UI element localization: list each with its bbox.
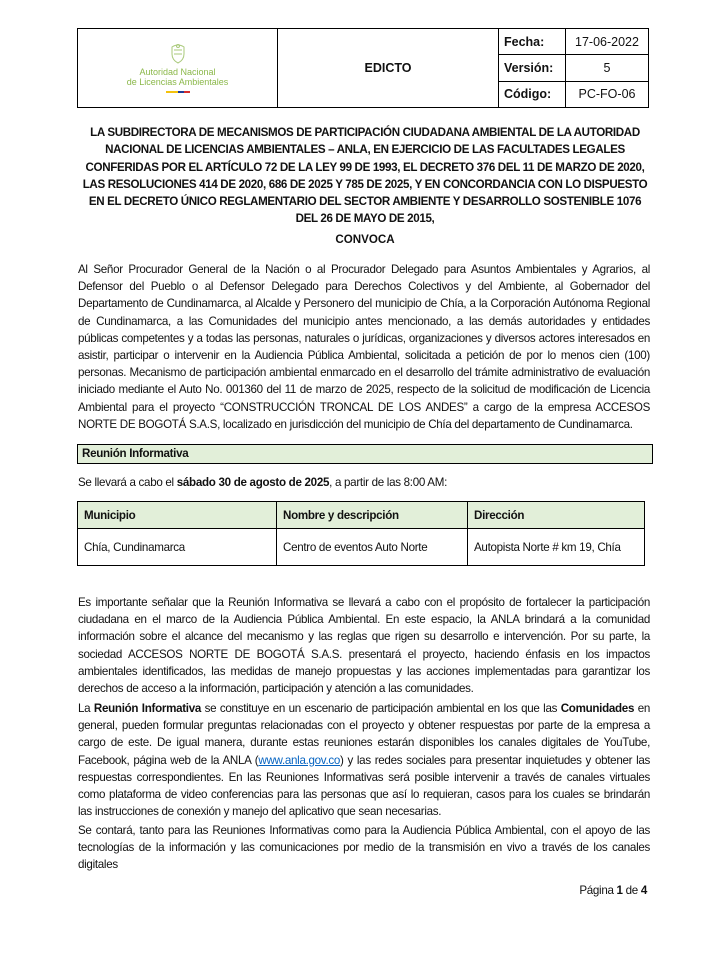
logo-text — [127, 67, 229, 87]
text: se constituye en un escenario de participación ambiental en los que las — [201, 702, 561, 715]
cell-nombre: Centro de eventos Auto Norte — [277, 529, 468, 566]
meta-row-fecha — [499, 29, 648, 55]
cell-municipio: Chía, Cundinamarca — [78, 529, 277, 566]
text: La — [78, 702, 94, 715]
table-row — [78, 529, 645, 566]
document-header-table — [77, 28, 649, 108]
logo-line-2: de Licencias Ambientales — [126, 77, 229, 87]
schedule-prefix: Se llevará a cabo el — [78, 476, 177, 489]
intro-paragraph: Al Señor Procurador General de la Nación o al Procurador Delegado para Asuntos Ambientales y Agrarios, al Defensor del Pueblo o al Defensor Delegado para Derechos Colectivos y del Ambiente, al Gobernador del Departamento de Cundinamarca, al Alcalde y Personero del municipio de Chía, a la Corporación Autónoma Regional de Cundinamarca, a las Comunidades del municipio antes mencionado, a las demás autoridades y entidades públicas competentes y a todas las personas, naturales o jurídicas, organizaciones y diversos actores interesados en asistir, participar o intervenir en la Audiencia Pública Ambiental, solicitada a petición de por lo menos cien (100) personas. Mecanismo de participación ambiental enmarcado en el desarrollo del trámite administrativo de evaluación iniciado mediante el Auto No. 001360 del 11 de marzo de 2025, respecto de la solicitud de modificación de Licencia Ambiental para el proyecto “CONSTRUCCIÓN TRONCAL DE LOS ANDES” a cargo de la empresa ACCESOS NORTE DE BOGOTÁ S.A.S, localizado en jurisdicción del municipio de Chía del departamento de Cundinamarca. — [78, 263, 650, 431]
anla-website-link[interactable]: www.anla.gov.co — [258, 753, 341, 767]
meta-label: Versión: — [499, 55, 566, 80]
logo-line-1: Autoridad Nacional — [139, 67, 216, 77]
page-number — [579, 884, 647, 897]
meta-row-codigo — [499, 82, 648, 107]
anla-logo — [78, 29, 278, 107]
cell-direccion: Autopista Norte # km 19, Chía — [468, 529, 645, 566]
bold-text: Reunión Informativa — [93, 702, 202, 715]
purpose-paragraph: Es importante señalar que la Reunión Informativa se llevará a cabo con el propósito de fortalecer la participación ciudadana en el marco de la Audiencia Pública Ambiental. En este espacio, la ANLA brindará a la comunidad información sobre el alcance del mecanismo y las reglas que rigen su desarrollo e intervención. Por su parte, la sociedad ACCESOS NORTE DE BOGOTÁ S.A.S. presentará el proyecto, haciendo énfasis en los impactos ambientales identificados, las medidas de manejo propuestas y las acciones implementadas para garantizar los derechos de acceso a la información, participación y atención a las comunidades. — [78, 596, 650, 696]
document-type-title: EDICTO — [278, 29, 499, 107]
text: ) y las redes sociales para presentar inquietudes y obtener las respuestas correspondientes. En las Reuniones Informativas será posible intervenir a través de canales virtuales como plataforma de video conferencias para las personas que así lo requieran, casos para los cuales se brindarán las instrucciones de conexión y manejo del aplicativo que sean necesarias. — [78, 753, 651, 819]
coat-of-arms-icon — [169, 43, 187, 65]
venue-table — [77, 501, 645, 566]
column-header-direccion: Dirección — [468, 502, 645, 529]
convoca-heading: CONVOCA — [335, 233, 395, 246]
reunion-description-paragraph — [78, 700, 650, 820]
schedule-date: sábado 30 de agosto de 2025 — [176, 476, 330, 489]
resolution-heading: LA SUBDIRECTORA DE MECANISMOS DE PARTICIPACIÓN CIUDADANA AMBIENTAL DE LA AUTORIDAD NACIONAL DE LICENCIAS AMBIENTALES – ANLA, EN EJERCICIO DE LAS FACULTADES LEGALES CONFERIDAS POR EL ARTÍCULO 72 DE LA LEY 99 DE 1993, EL DECRETO 376 DEL 11 DE MARZO DE 2020, LAS RESOLUCIONES 414 DE 2020, 686 DE 2025 Y 785 DE 2025, Y EN CONCORDANCIA CON LO DISPUESTO EN EL DECRETO ÚNICO REGLAMENTARIO DEL SECTOR AMBIENTE Y DESARROLLO SOSTENIBLE 1076 DEL 26 DE MAYO DE 2015, — [82, 126, 648, 226]
technology-paragraph: Se contará, tanto para las Reuniones Informativas como para la Audiencia Pública Ambiental, con el apoyo de las tecnologías de la información y las comunicaciones por medio de la transmisión en vivo a través de los canales digitales — [78, 824, 650, 872]
meta-row-version — [499, 55, 648, 81]
meta-label: Código: — [499, 82, 566, 107]
document-meta — [499, 29, 648, 107]
meta-value: 5 — [603, 60, 611, 75]
colombia-flag-stripe — [166, 91, 190, 93]
meta-value: 17-06-2022 — [575, 34, 639, 49]
total-pages: 4 — [640, 884, 647, 897]
schedule-suffix: , a partir de las 8:00 AM: — [329, 476, 447, 489]
meta-value: PC-FO-06 — [578, 87, 636, 102]
text: en general, pueden formular preguntas relacionadas con el proyecto y obtener respuestas por parte de la empresa a cargo de este. De igual manera, durante estas reuniones estarán disponibles los canales digitales de YouTube, Facebook, página web de la ANLA ( — [78, 702, 651, 767]
schedule-line — [78, 474, 650, 491]
page-middle: de — [622, 884, 641, 897]
bold-text: Comunidades — [560, 702, 635, 715]
current-page: 1 — [616, 884, 623, 897]
table-header-row — [78, 502, 645, 529]
page-prefix: Página — [579, 884, 617, 897]
column-header-municipio: Municipio — [78, 502, 277, 529]
section-header-reunion-informativa: Reunión Informativa — [77, 444, 653, 464]
meta-label: Fecha: — [499, 29, 566, 54]
column-header-nombre: Nombre y descripción — [277, 502, 468, 529]
